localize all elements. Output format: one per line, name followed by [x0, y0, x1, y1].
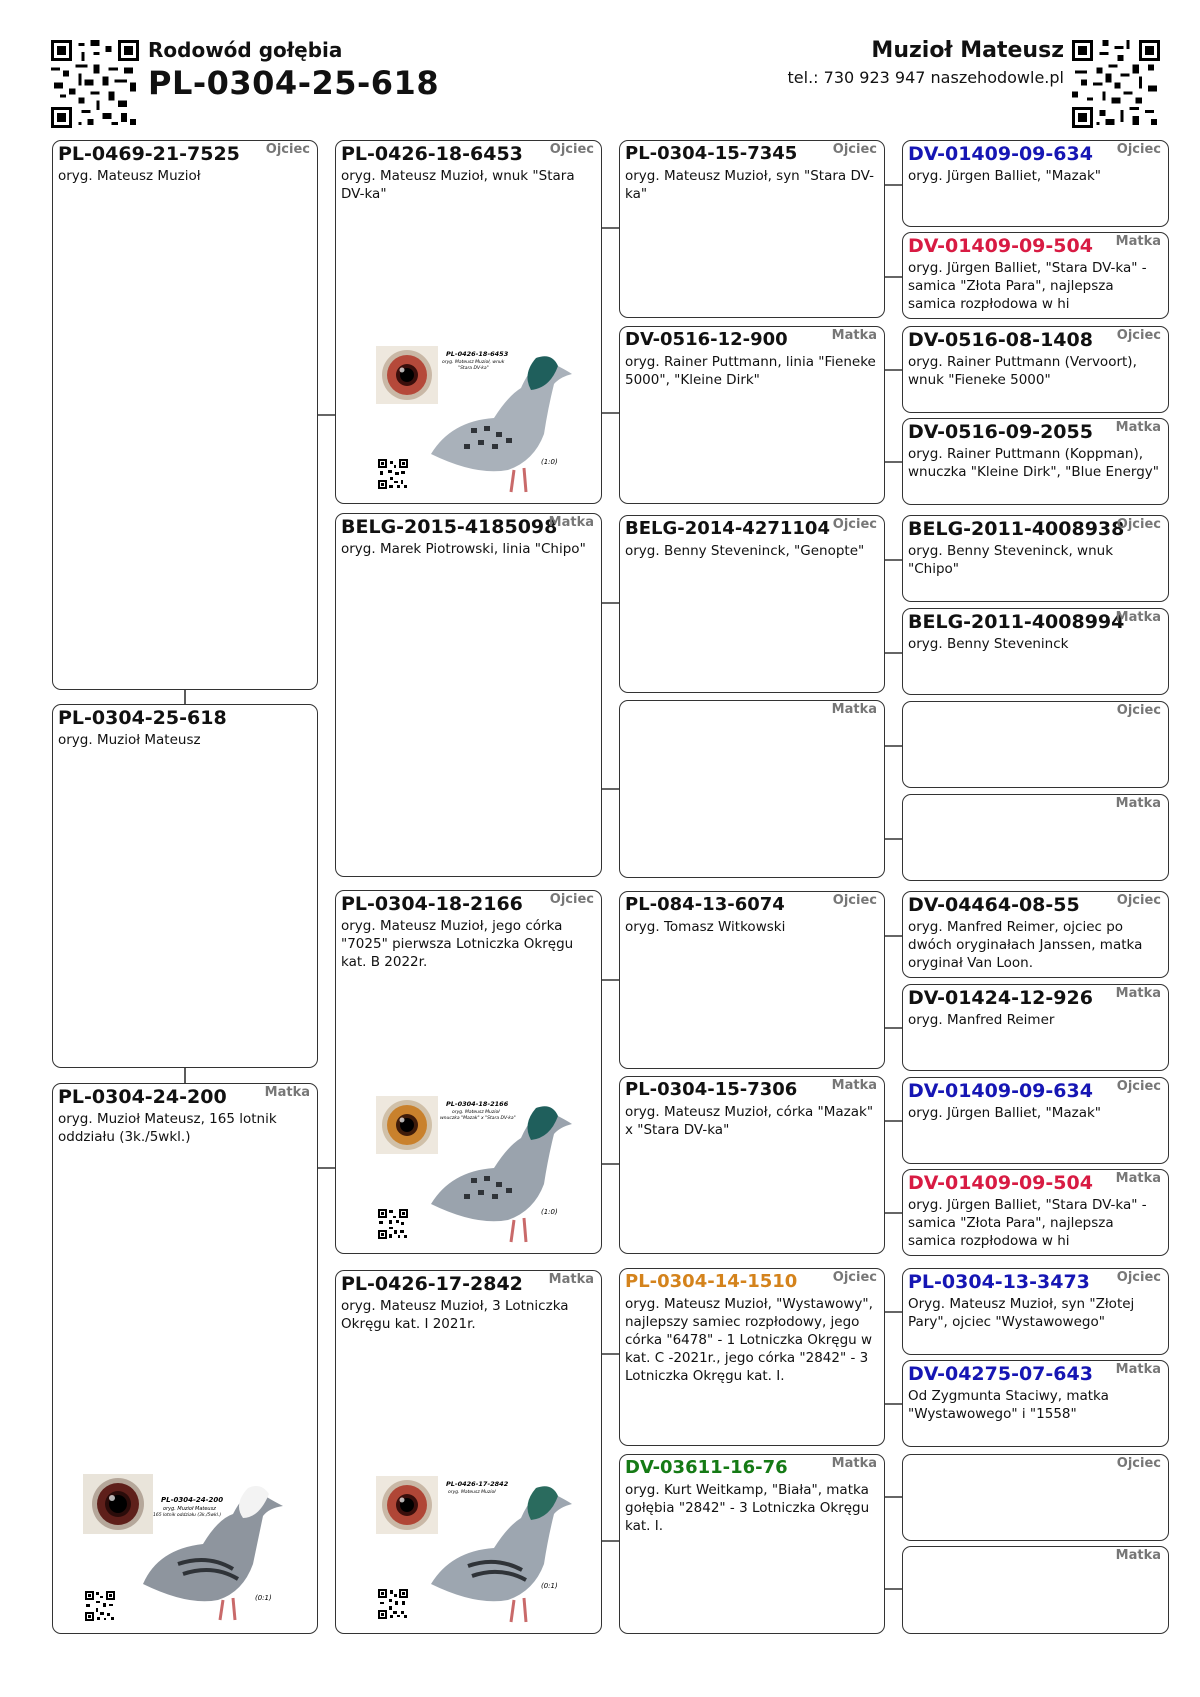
pedigree-card-ddsd[interactable] [902, 1360, 1169, 1447]
ring-number: DV-0516-08-1408 [908, 329, 1093, 351]
ring-number: DV-0516-12-900 [625, 329, 788, 350]
role-label: Ojciec [1116, 517, 1161, 532]
description: oryg. Benny Steveninck [908, 636, 1069, 652]
svg-text:oryg. Muzioł Mateusz: oryg. Muzioł Mateusz [163, 1506, 216, 1512]
ring-number: DV-04464-08-55 [908, 894, 1080, 916]
role-label: Matka [1115, 1171, 1161, 1186]
role-label: Matka [1115, 234, 1161, 249]
role-label: Ojciec [1116, 1456, 1161, 1471]
svg-text:PL-0426-18-6453: PL-0426-18-6453 [446, 350, 509, 358]
role-label: Ojciec [1116, 1270, 1161, 1285]
ring-number: PL-0426-17-2842 [341, 1273, 523, 1295]
pedigree-card-ssdd[interactable] [902, 418, 1169, 505]
svg-text:PL-0304-18-2166: PL-0304-18-2166 [446, 1100, 509, 1108]
pedigree-card-dds[interactable] [619, 1268, 885, 1446]
role-label: Ojciec [1116, 1079, 1161, 1094]
ring-number: PL-084-13-6074 [625, 894, 785, 915]
description: oryg. Jürgen Balliet, "Stara DV-ka" - samica "Złota Para", najlepsza samica rozpłodowa w hi [908, 260, 1147, 312]
description: oryg. Mateusz Muzioł, syn "Stara DV-ka" [625, 168, 874, 202]
role-label: Matka [548, 1272, 594, 1287]
ring-number: DV-01409-09-504 [908, 1172, 1093, 1194]
ring-number: PL-0304-18-2166 [341, 893, 523, 915]
role-label: Ojciec [549, 892, 594, 907]
description: oryg. Muzioł Mateusz [58, 732, 201, 748]
svg-text:165 lotnik oddziału (3k./5wkl.: 165 lotnik oddziału (3k./5wkl.) [153, 1513, 222, 1518]
svg-text:PL-0426-17-2842: PL-0426-17-2842 [446, 1480, 509, 1488]
description: Od Zygmunta Staciwy, matka "Wystawowego" i "1558" [908, 1388, 1109, 1422]
ring-number: PL-0304-14-1510 [625, 1271, 798, 1292]
pedigree-card-dssd[interactable] [902, 984, 1169, 1071]
description: Oryg. Mateusz Muzioł, syn "Złotej Pary", ojciec "Wystawowego" [908, 1296, 1135, 1330]
ring-number: PL-0304-13-3473 [908, 1271, 1090, 1293]
role-label: Matka [831, 702, 877, 717]
pedigree-card-dsds[interactable] [902, 1077, 1169, 1164]
role-label: Ojciec [549, 142, 594, 157]
description: oryg. Jürgen Balliet, "Mazak" [908, 168, 1102, 184]
role-label: Matka [831, 328, 877, 343]
description: oryg. Benny Steveninck, "Genopte" [625, 543, 865, 559]
role-label: Matka [1115, 420, 1161, 435]
description: oryg. Mateusz Muzioł [58, 168, 201, 184]
description: oryg. Jürgen Balliet, "Mazak" [908, 1105, 1102, 1121]
pedigree-card-sdss[interactable] [902, 515, 1169, 602]
description: oryg. Benny Steveninck, wnuk "Chipo" [908, 543, 1114, 577]
owner-contact: tel.: 730 923 947 naszehodowle.pl [787, 68, 1064, 87]
ring-number: PL-0304-25-618 [58, 707, 227, 729]
ring-number: DV-04275-07-643 [908, 1363, 1093, 1385]
ring-number: BELG-2014-4271104 [625, 518, 830, 539]
svg-text:(1:0): (1:0) [541, 1208, 558, 1216]
pedigree-card-subject[interactable] [52, 704, 318, 1068]
svg-text:(1:0): (1:0) [541, 458, 558, 466]
ring-number: PL-0304-15-7306 [625, 1079, 798, 1100]
ring-number: DV-01409-09-504 [908, 235, 1093, 257]
pedigree-card-ssds[interactable] [902, 326, 1169, 413]
role-label: Matka [548, 515, 594, 530]
role-label: Matka [1115, 1548, 1161, 1563]
owner-name: Muzioł Mateusz [871, 38, 1064, 63]
role-label: Ojciec [832, 517, 877, 532]
pigeon-photo [376, 346, 586, 496]
role-label: Ojciec [1116, 328, 1161, 343]
description: oryg. Rainer Puttmann (Vervoort), wnuk "Fieneke 5000" [908, 354, 1137, 388]
pedigree-card-sds[interactable] [619, 515, 885, 693]
description: oryg. Manfred Reimer, ojciec po dwóch oryginałach Janssen, matka oryginał Van Loon. [908, 919, 1143, 971]
pedigree-card-sdd[interactable] [619, 700, 885, 878]
role-label: Ojciec [265, 142, 310, 157]
pedigree-card-ssss[interactable] [902, 140, 1169, 227]
pedigree-card-dddd[interactable] [902, 1546, 1169, 1634]
description: oryg. Mateusz Muzioł, 3 Lotniczka Okręgu kat. I 2021r. [341, 1298, 569, 1332]
document-title: Rodowód gołębia [148, 38, 343, 62]
svg-text:wnuczka "Mazak" x "Stara DV-ka: wnuczka "Mazak" x "Stara DV-ka" [440, 1116, 516, 1121]
ring-number: DV-01409-09-634 [908, 1080, 1093, 1102]
pedigree-card-dss[interactable] [619, 891, 885, 1069]
pedigree-card-sssd[interactable] [902, 232, 1169, 319]
description: oryg. Mateusz Muzioł, córka "Mazak" x "Stara DV-ka" [625, 1104, 874, 1138]
svg-text:"Stara DV-ka": "Stara DV-ka" [458, 366, 489, 371]
role-label: Matka [1115, 986, 1161, 1001]
ring-number: DV-03611-16-76 [625, 1457, 788, 1478]
pedigree-card-dam-dam[interactable] [335, 1270, 602, 1634]
ring-number: BELG-2015-4185098 [341, 516, 558, 538]
svg-text:(0:1): (0:1) [541, 1582, 558, 1590]
ring-number: PL-0469-21-7525 [58, 143, 240, 165]
description: oryg. Mateusz Muzioł, wnuk "Stara DV-ka" [341, 168, 575, 202]
pedigree-card-dam[interactable] [52, 1083, 318, 1634]
description: oryg. Tomasz Witkowski [625, 919, 786, 935]
pedigree-card-sire-dam[interactable] [335, 513, 602, 877]
role-label: Ojciec [1116, 703, 1161, 718]
pigeon-photo [376, 1476, 586, 1626]
pedigree-card-dam-sire[interactable] [335, 890, 602, 1254]
svg-text:(0:1): (0:1) [255, 1594, 272, 1602]
ring-number: PL-0426-18-6453 [341, 143, 523, 165]
role-label: Ojciec [1116, 142, 1161, 157]
role-label: Matka [1115, 610, 1161, 625]
description: oryg. Marek Piotrowski, linia "Chipo" [341, 541, 586, 557]
ring-number: BELG-2011-4008994 [908, 611, 1125, 633]
role-label: Matka [831, 1078, 877, 1093]
pedigree-card-dsd[interactable] [619, 1076, 885, 1254]
ring-number: BELG-2011-4008938 [908, 518, 1125, 540]
description: oryg. Mateusz Muzioł, "Wystawowy", najlepszy samiec rozpłodowy, jego córka "6478" - 1 Lotniczka Okręgu w kat. C -2021r., jego córka "2842" - 3 Lotniczka Okręgu kat. I. [625, 1296, 873, 1384]
ring-number: DV-0516-09-2055 [908, 421, 1093, 443]
role-label: Ojciec [832, 1270, 877, 1285]
pedigree-card-sss[interactable] [619, 140, 885, 318]
svg-text:PL-0304-24-200: PL-0304-24-200 [161, 1496, 224, 1504]
role-label: Matka [1115, 796, 1161, 811]
pedigree-card-sire-sire[interactable] [335, 140, 602, 504]
svg-text:oryg. Mateusz Muzioł, wnuk: oryg. Mateusz Muzioł, wnuk [442, 360, 505, 365]
pedigree-card-ddds[interactable] [902, 1454, 1169, 1541]
pedigree-card-dsss[interactable] [902, 891, 1169, 978]
svg-text:oryg. Mateusz Muzioł: oryg. Mateusz Muzioł [452, 1110, 500, 1115]
pedigree-card-sdds[interactable] [902, 701, 1169, 788]
pedigree-card-dsdd[interactable] [902, 1169, 1169, 1256]
description: oryg. Muzioł Mateusz, 165 lotnik oddziału (3k./5wkl.) [58, 1111, 277, 1145]
description: oryg. Jürgen Balliet, "Stara DV-ka" - samica "Złota Para", najlepsza samica rozpłodowa w hi [908, 1197, 1147, 1249]
ring-number: PL-0304-15-7345 [625, 143, 798, 164]
description: oryg. Mateusz Muzioł, jego córka "7025" pierwsza Lotniczka Okręgu kat. B 2022r. [341, 918, 574, 970]
ring-number: DV-01424-12-926 [908, 987, 1093, 1009]
ring-number: PL-0304-24-200 [58, 1086, 227, 1108]
pedigree-card-sdsd[interactable] [902, 608, 1169, 695]
role-label: Matka [264, 1085, 310, 1100]
ring-number: DV-01409-09-634 [908, 143, 1093, 165]
role-label: Matka [1115, 1362, 1161, 1377]
pedigree-card-sire[interactable] [52, 140, 318, 690]
role-label: Ojciec [832, 893, 877, 908]
description: oryg. Rainer Puttmann (Koppman), wnuczka "Kleine Dirk", "Blue Energy" [908, 446, 1159, 480]
pedigree-card-sddd[interactable] [902, 794, 1169, 881]
description: oryg. Kurt Weitkamp, "Biała", matka gołębia "2842" - 3 Lotniczka Okręgu kat. I. [625, 1482, 870, 1534]
description: oryg. Rainer Puttmann, linia "Fieneke 5000", "Kleine Dirk" [625, 354, 876, 388]
pedigree-card-ssd[interactable] [619, 326, 885, 504]
svg-text:oryg. Mateusz Muzioł: oryg. Mateusz Muzioł [448, 1490, 496, 1495]
role-label: Matka [831, 1456, 877, 1471]
role-label: Ojciec [832, 142, 877, 157]
pedigree-card-ddss[interactable] [902, 1268, 1169, 1355]
description: oryg. Manfred Reimer [908, 1012, 1055, 1028]
pedigree-card-ddd[interactable] [619, 1454, 885, 1634]
pedigree-ring-number: PL-0304-25-618 [148, 64, 440, 102]
pigeon-photo [83, 1474, 293, 1624]
pigeon-photo [376, 1096, 586, 1246]
role-label: Ojciec [1116, 893, 1161, 908]
